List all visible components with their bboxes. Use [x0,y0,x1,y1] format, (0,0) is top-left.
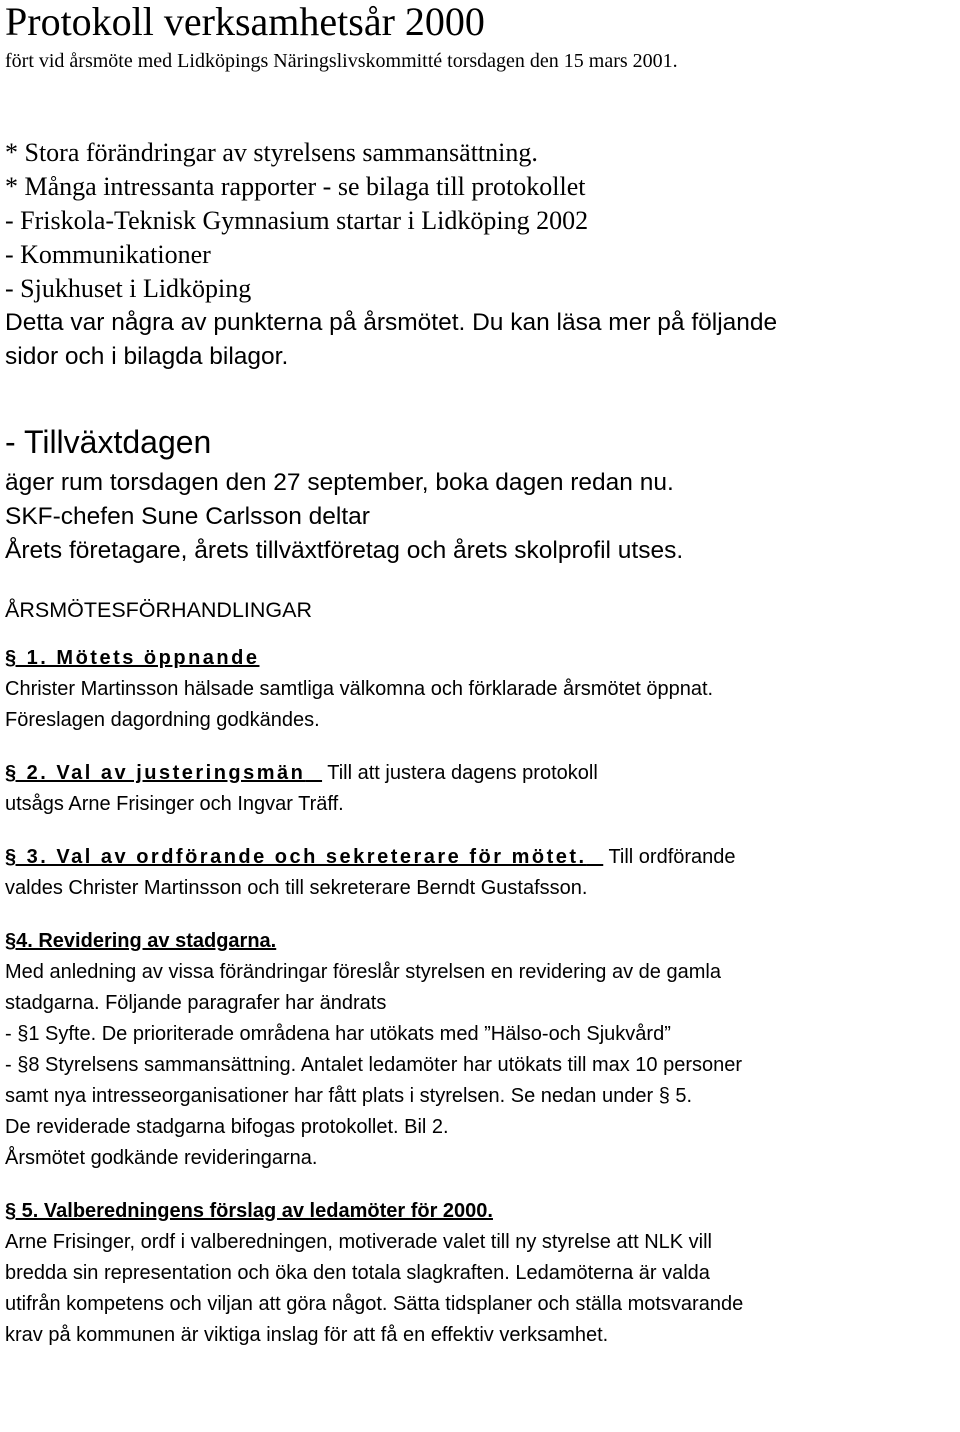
tillvaxt-line: Årets företagare, årets tillväxtföretag och årets skolprofil utses. [5,537,684,564]
agenda-item-text: krav på kommunen är viktiga inslag för att få en effektiv verksamhet. [5,1324,609,1346]
agenda-item-1 [5,643,955,736]
agenda-item-inline-text: Till ordförande [608,846,736,868]
agenda-item-heading: § 1. Mötets öppnande [5,647,260,669]
agenda-item-5 [5,1196,955,1351]
agenda-item-text: Årsmötet godkände revideringarna. [5,1147,318,1169]
agenda-item-text: - §1 Syfte. De prioriterade områdena har utökats med ”Hälso-och Sjukvård” [5,1023,671,1045]
document-title: Protokoll verksamhetsår 2000 [5,0,485,44]
highlight-line: * Stora förändringar av styrelsens sammansättning. [5,138,538,167]
document-page [5,0,955,1351]
tillvaxt-heading: - Tillväxtdagen [5,424,212,460]
agenda-item-text: Föreslagen dagordning godkändes. [5,709,320,731]
tillvaxt-line: SKF-chefen Sune Carlsson deltar [5,503,370,530]
agenda-item-2 [5,758,955,820]
agenda-item-3 [5,842,955,904]
highlight-summary: sidor och i bilagda bilagor. [5,343,289,370]
agenda-item-text: Christer Martinsson hälsade samtliga välkomna och förklarade årsmötet öppnat. [5,678,714,700]
agenda-item-text: utsågs Arne Frisinger och Ingvar Träff. [5,793,344,815]
document-subtitle: fört vid årsmöte med Lidköpings Näringslivskommitté torsdagen den 15 mars 2001. [5,50,678,72]
tillvaxt-details [5,466,955,568]
agenda-item-heading: § 3. Val av ordförande och sekreterare för mötet. [5,846,587,868]
agenda-item-text: utifrån kompetens och viljan att göra något. Sätta tidsplaner och ställa motsvarande [5,1293,744,1315]
highlight-line: - Friskola-Teknisk Gymnasium startar i Lidköping 2002 [5,206,589,235]
agenda-item-inline-text: Till att justera dagens protokoll [327,762,598,784]
agenda-item-text: De reviderade stadgarna bifogas protokollet. Bil 2. [5,1116,449,1138]
highlight-summary: Detta var några av punkterna på årsmötet. Du kan läsa mer på följande [5,309,778,336]
agenda-item-text: - §8 Styrelsens sammansättning. Antalet ledamöter har utökats till max 10 personer [5,1054,743,1076]
highlights-list [5,136,955,306]
agenda-item-text: Med anledning av vissa förändringar föreslår styrelsen en revidering av de gamla [5,961,721,983]
tillvaxt-line: äger rum torsdagen den 27 september, boka dagen redan nu. [5,469,674,496]
highlight-line: - Kommunikationer [5,240,211,269]
agenda-item-heading: § 5. Valberedningens förslag av ledamöter för 2000. [5,1200,493,1222]
agenda-item-text: valdes Christer Martinsson och till sekreterare Berndt Gustafsson. [5,877,588,899]
agenda-item-4 [5,926,955,1174]
agenda-item-text: Arne Frisinger, ordf i valberedningen, motiverade valet till ny styrelse att NLK vill [5,1231,712,1253]
agenda-item-text: samt nya intresseorganisationer har fått plats i styrelsen. Se nedan under § 5. [5,1085,693,1107]
agenda-item-text: bredda sin representation och öka den totala slagkraften. Ledamöterna är valda [5,1262,710,1284]
agenda-item-text: stadgarna. Följande paragrafer har ändrats [5,992,387,1014]
highlight-line: * Många intressanta rapporter - se bilaga till protokollet [5,172,586,201]
section-label: ÅRSMÖTESFÖRHANDLINGAR [5,598,313,622]
agenda-item-heading: §4. Revidering av stadgarna. [5,930,277,952]
highlight-line: - Sjukhuset i Lidköping [5,274,252,303]
agenda-item-heading: § 2. Val av justeringsmän [5,762,306,784]
